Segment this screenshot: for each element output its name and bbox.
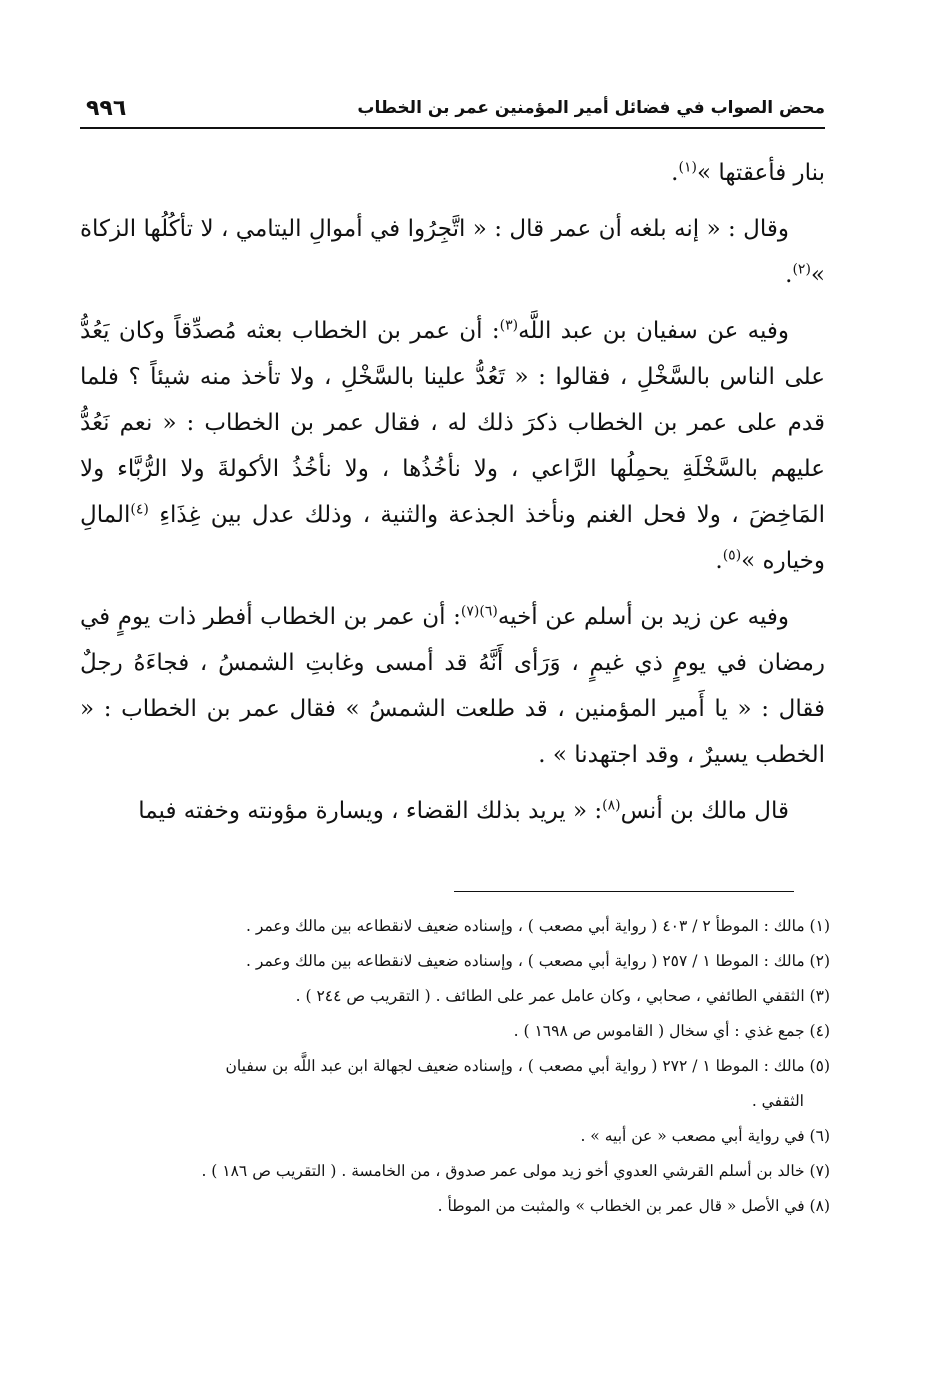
main-text [80, 150, 825, 844]
running-header [80, 96, 825, 126]
footnote-ref: (٤) [130, 501, 149, 518]
footnote: (٧) خالد بن أسلم القرشي العدوي أخو زيد مولى عمر صدوق ، من الخامسة . ( التقريب ص ١٨٦ ) . [201, 1162, 830, 1180]
footnote: (٤) جمع غذي : أي سخال ( القاموس ص ١٦٩٨ ) . [513, 1022, 830, 1040]
footnote: (١) مالك : الموطأ ٢ / ٤٠٣ ( رواية أبي مصعب ) ، وإسناده ضعيف لانقطاعه بين مالك وعمر . [246, 917, 830, 935]
paragraph: وفيه عن سفيان بن عبد اللَّه$^{(٣)}$: أن عمر بن الخطاب بعثه مُصدِّقاً وكان يَعُدُّ على الناس بالسَّخْلِ ، فقالوا : « تَعُدُّ علينا بالسَّخْلِ ، ولا تأخذ منه شيئاً ؟ فلما قدم على عمر بن الخطاب ذكرَ ذلك له ، فقال عمر بن الخطاب : « نعم نَعُدُّ عليهم بالسَّخْلَةِ يحمِلُها الرَّاعي ، ولا نأخُذُها ، ولا نأخُذُ الأكولةَ ولا الرُّبَّاء ولا المَاخِضَ ، ولا فحل الغنم ونأخذ الجذعة والثنية ، وذلك عدل بين غِذَاءِ $^{(٤)}$المالِ وخياره »$^{(٥)}$. [80, 317, 825, 574]
footnote-ref: (٣) [499, 317, 519, 334]
paragraph: وفيه عن زيد بن أسلم عن أخيه$^{(٦)(٧)}$: أن عمر بن الخطاب أفطر ذات يومٍ في رمضان في يومٍ ذي غيمٍ ، وَرَأى أَنَّهُ قد أمسى وغابتِ الشمسُ ، فجاءَهُ رجلٌ فقال : « يا أَمير المؤمنين ، قد طلعت الشمسُ » فقال عمر بن الخطاب : « الخطب يسيرٌ ، وقد اجتهدنا » . [80, 603, 825, 768]
paragraph: بنار فأعقتها »$^{(١)}$. [671, 159, 825, 186]
page-number: ٩٩٦ [86, 96, 127, 121]
footnote: (٢) مالك : الموطا ١ / ٢٥٧ ( رواية أبي مصعب ) ، وإسناده ضعيف لانقطاعه بين مالك وعمر . [246, 952, 830, 970]
footnotes [80, 909, 830, 1224]
footnote-ref: (٨) [602, 797, 621, 814]
footnote-ref: (٥) [722, 547, 742, 564]
footnote-continuation: الثقفي . [751, 1092, 804, 1110]
footnote: (٨) في الأصل « قال عمر بن الخطاب » والمثبت من الموطأ . [437, 1197, 830, 1215]
footnote-ref: (١) [678, 159, 697, 176]
footnote: (٦) في رواية أبي مصعب « عن أبيه » . [580, 1127, 830, 1145]
paragraph: قال مالك بن أنس$^{(٨)}$: « يريد بذلك القضاء ، ويسارة مؤونته وخفته فيما [138, 797, 789, 824]
running-title: محض الصواب في فضائل أمير المؤمنين عمر بن الخطاب [357, 98, 825, 118]
footnote-ref: (٦)(٧) [460, 603, 498, 620]
footnote: (٣) الثقفي الطائفي ، صحابي ، وكان عامل عمر على الطائف . ( التقريب ص ٢٤٤ ) . [295, 987, 830, 1005]
footnote-ref: (٢) [792, 261, 811, 278]
footnote: (٥) مالك : الموطا ١ / ٢٧٢ ( رواية أبي مصعب ) ، وإسناده ضعيف لجهالة ابن عبد اللَّه بن سفيان [225, 1057, 830, 1075]
footnote-separator [454, 891, 794, 892]
header-rule [80, 127, 825, 129]
paragraph: وقال : « إنه بلغه أن عمر قال : « اتَّجِرُوا في أموالِ اليتامي ، لا تأكُلُها الزكاة »$^{(٢)}$. [80, 216, 825, 288]
